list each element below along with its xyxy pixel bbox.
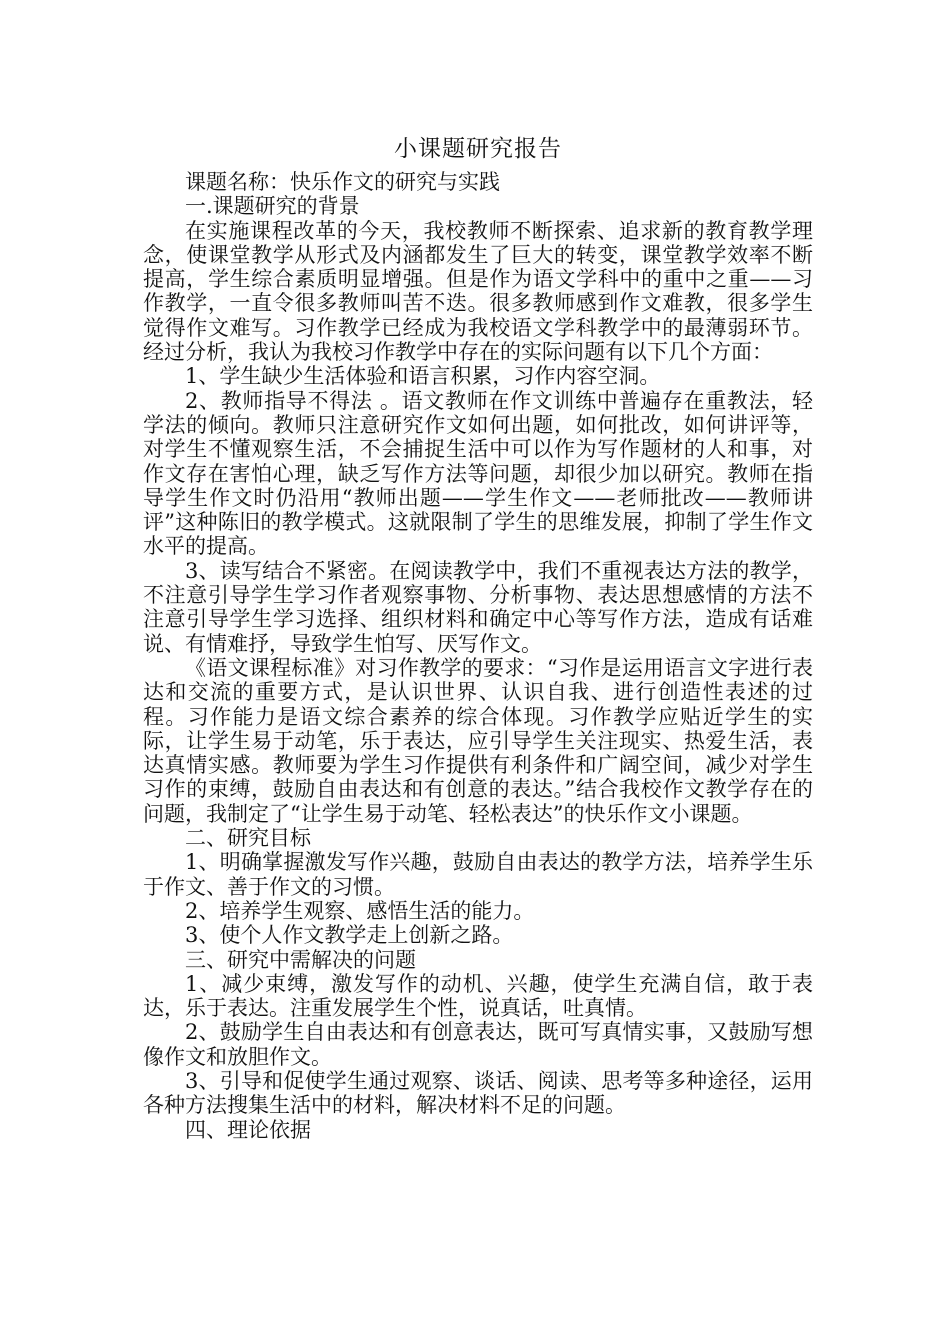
paragraph: 1、明确掌握激发写作兴趣，鼓励自由表达的教学方法，培养学生乐于作文、善于作文的习惯。	[143, 850, 813, 899]
paragraph: 《语文课程标准》对习作教学的要求：“习作是运用语言文字进行表达和交流的重要方式，是认识世界、认识自我、进行创造性表述的过程。习作能力是语文综合素养的综合体现。习作教学应贴近学生的实际，让学生易于动笔，乐于表达，应引导学生关注现实、热爱生活，表达真情实感。教师要为学生习作提供有利条件和广阔空间，减少对学生习作的束缚，鼓励自由表达和有创意的表达。”结合我校作文教学存在的问题，我制定了“让学生易于动笔、轻松表达”的快乐作文小课题。	[143, 655, 813, 826]
paragraph: 2、教师指导不得法 。语文教师在作文训练中普遍存在重教法，轻学法的倾向。教师只注意研究作文如何出题，如何批改，如何讲评等，对学生不懂观察生活，不会捕捉生活中可以作为写作题材的人和事，对作文存在害怕心理，缺乏写作方法等问题，却很少加以研究。教师在指导学生作文时仍沿用“教师出题——学生作文——老师批改——教师讲评”这种陈旧的教学模式。这就限制了学生的思维发展，抑制了学生作文水平的提高。	[143, 388, 813, 559]
paragraph: 3、读写结合不紧密。在阅读教学中，我们不重视表达方法的教学，不注意引导学生学习作者观察事物、分析事物、表达思想感情的方法不注意引导学生学习选择、组织材料和确定中心等写作方法，造成有话难说、有情难抒，导致学生怕写、厌写作文。	[143, 558, 813, 656]
paragraph: 3、引导和促使学生通过观察、谈话、阅读、思考等多种途径，运用各种方法搜集生活中的材料，解决材料不足的问题。	[143, 1068, 813, 1118]
paragraph: 1、学生缺少生活体验和语言积累，习作内容空洞。	[185, 364, 661, 389]
section-background	[143, 194, 813, 826]
topic-line: 课题名称：快乐作文的研究与实践	[185, 170, 500, 194]
paragraph: 2、鼓励学生自由表达和有创意表达，既可写真情实事，又鼓励写想像作文和放胆作文。	[143, 1020, 813, 1069]
section-heading: 三、研究中需解决的问题	[185, 947, 416, 972]
paragraph: 3、使个人作文教学走上创新之路。	[185, 923, 514, 948]
section-heading: 二、研究目标	[185, 826, 311, 851]
section-heading: 一.课题研究的背景	[185, 194, 360, 219]
document-title: 小课题研究报告	[394, 136, 562, 162]
paragraph: 1、减少束缚，激发写作的动机、兴趣，使学生充满自信，敢于表达，乐于表达。注重发展学生个性，说真话，吐真情。	[143, 971, 813, 1021]
section-heading: 四、理论依据	[185, 1117, 311, 1142]
document-body	[143, 128, 813, 1142]
section-goals	[143, 826, 813, 947]
paragraph: 2、培养学生观察、感悟生活的能力。	[185, 898, 535, 923]
section-theory	[143, 1118, 813, 1142]
paragraph: 在实施课程改革的今天，我校教师不断探索、追求新的教育教学理念，使课堂教学从形式及内涵都发生了巨大的转变，课堂教学效率不断提高，学生综合素质明显增强。但是作为语文学科中的重中之重——习作教学，一直令很多教师叫苦不迭。很多教师感到作文难教，很多学生觉得作文难写。习作教学已经成为我校语文学科教学中的最薄弱环节。经过分析，我认为我校习作教学中存在的实际问题有以下几个方面：	[143, 218, 813, 365]
section-problems	[143, 948, 813, 1118]
